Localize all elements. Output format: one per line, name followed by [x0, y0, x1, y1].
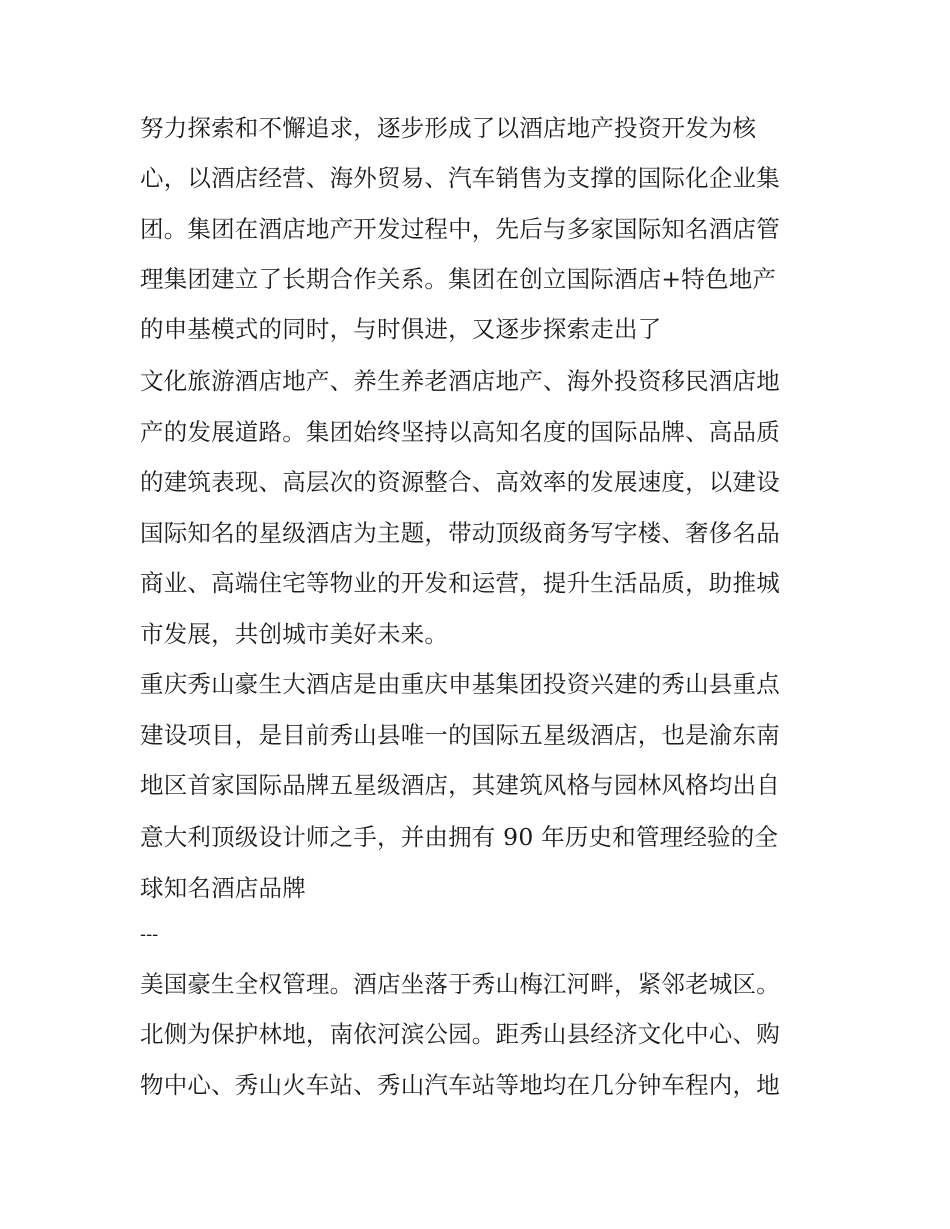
- paragraph-line: 国际知名的星级酒店为主题，带动顶级商务写字楼、奢侈名品: [140, 519, 780, 547]
- section-separator: ---: [140, 924, 159, 945]
- paragraph-line: 努力探索和不懈追求，逐步形成了以酒店地产投资开发为核: [140, 114, 757, 142]
- paragraph-line: 理集团建立了长期合作关系。集团在创立国际酒店+特色地产: [140, 265, 777, 293]
- paragraph-line: 产的发展道路。集团始终坚持以高知名度的国际品牌、高品质: [140, 418, 780, 446]
- paragraph-line: 文化旅游酒店地产、养生养老酒店地产、海外投资移民酒店地: [140, 367, 780, 395]
- paragraph-line: 团。集团在酒店地产开发过程中，先后与多家国际知名酒店管: [140, 215, 780, 243]
- paragraph-line: 市发展，共创城市美好未来。: [140, 620, 449, 648]
- paragraph-line: 的申基模式的同时，与时俱进，又逐步探索走出了: [140, 315, 662, 343]
- paragraph-line: 建设项目，是目前秀山县唯一的国际五星级酒店，也是渝东南: [140, 721, 780, 749]
- paragraph-line: 商业、高端住宅等物业的开发和运营，提升生活品质，助推城: [140, 569, 780, 597]
- paragraph-line: 地区首家国际品牌五星级酒店，其建筑风格与园林风格均出自: [140, 771, 780, 799]
- paragraph-line: 美国豪生全权管理。酒店坐落于秀山梅江河畔，紧邻老城区。: [140, 970, 780, 998]
- paragraph-line: 的建筑表现、高层次的资源整合、高效率的发展速度，以建设: [140, 468, 780, 496]
- paragraph-line: 北侧为保护林地，南依河滨公园。距秀山县经济文化中心、购: [140, 1020, 780, 1048]
- paragraph-line: 意大利顶级设计师之手，并由拥有 90 年历史和管理经验的全: [140, 823, 779, 851]
- paragraph-line: 心，以酒店经营、海外贸易、汽车销售为支撑的国际化企业集: [140, 164, 780, 192]
- paragraph-line: 物中心、秀山火车站、秀山汽车站等地均在几分钟车程内，地: [140, 1071, 780, 1099]
- paragraph-line: 重庆秀山豪生大酒店是由重庆申基集团投资兴建的秀山县重点: [140, 670, 780, 698]
- paragraph-line: 球知名酒店品牌: [140, 874, 306, 902]
